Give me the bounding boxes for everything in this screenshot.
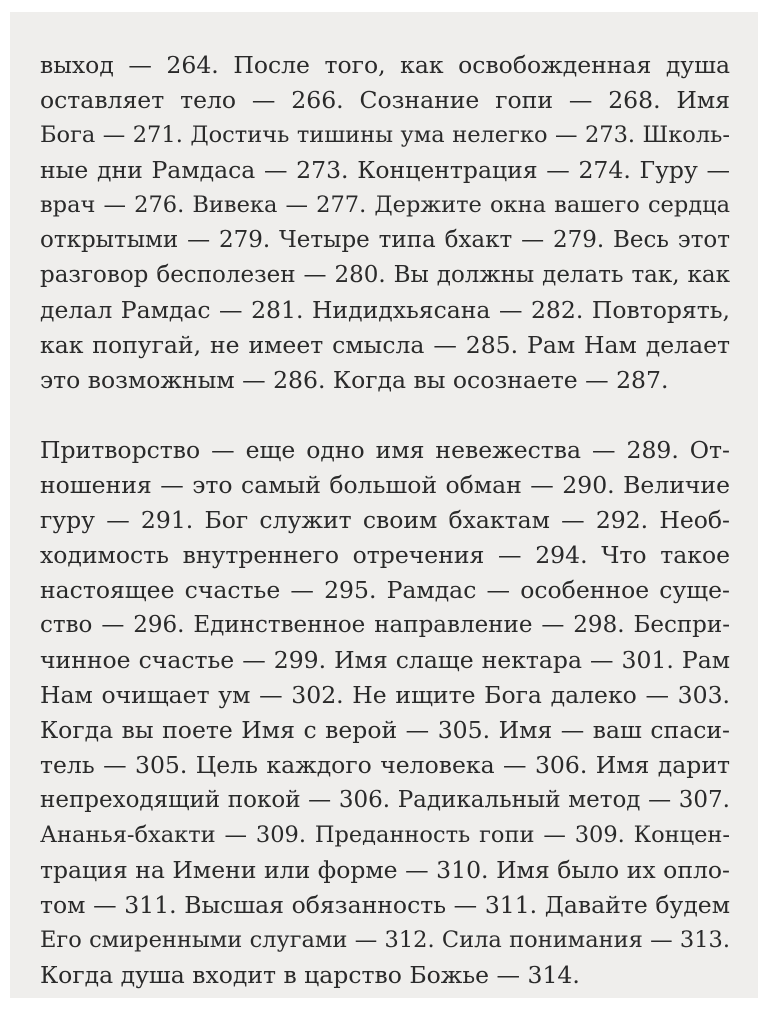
text-line: настоящее счастье — 295. Рамдас — особенное суще- xyxy=(40,576,730,604)
text-line: это возможным — 286. Когда вы осознаете — 287. xyxy=(40,366,669,394)
text-line: Бога — 271. Достичь тишины ума нелегко — 273. Школь- xyxy=(40,122,730,148)
text-line: ходимость внутреннего отречения — 294. Что такое xyxy=(40,541,730,569)
text-line: ношения — это самый большой обман — 290. Величие xyxy=(40,471,730,499)
text-line: Ананья-бхакти — 309. Преданность гопи — 309. Концен- xyxy=(40,822,730,848)
text-line: делал Рамдас — 281. Нидидхьясана — 282. Повторять, xyxy=(40,296,730,324)
text-line: открытыми — 279. Четыре типа бхакт — 279. Весь этот xyxy=(40,227,730,253)
text-line: выход — 264. После того, как освобожденная душа xyxy=(40,51,730,79)
text-line: Когда вы поете Имя с верой — 305. Имя — ваш спаси- xyxy=(40,716,730,744)
text-line: разговор бесполезен — 280. Вы должны делать так, как xyxy=(40,262,730,288)
text-line: ные дни Рамдаса — 273. Концентрация — 274. Гуру — xyxy=(40,156,730,184)
text-line: Когда душа входит в царство Божье — 314. xyxy=(40,961,580,989)
text-line: Нам очищает ум — 302. Не ищите Бога далеко — 303. xyxy=(40,681,730,709)
text-line: непреходящий покой — 306. Радикальный метод — 307. xyxy=(40,787,730,813)
paragraph-2 xyxy=(40,433,730,993)
text-line: Притворство — еще одно имя невежества — 289. От- xyxy=(40,436,730,464)
page-sheet xyxy=(10,12,758,998)
text-line: тель — 305. Цель каждого человека — 306. Имя дарит xyxy=(40,751,730,779)
paragraph-1 xyxy=(40,48,730,398)
text-line: ство — 296. Единственное направление — 298. Беспри- xyxy=(40,612,730,638)
text-line: как попугай, не имеет смысла — 285. Рам Нам делает xyxy=(40,331,730,359)
text-line: оставляет тело — 266. Сознание гопи — 268. Имя xyxy=(40,86,730,114)
text-line: Его смиренными слугами — 312. Сила понимания — 313. xyxy=(40,927,730,953)
text-line: том — 311. Высшая обязанность — 311. Давайте будем xyxy=(40,891,730,919)
paragraph-gap xyxy=(40,398,730,433)
text-line: чинное счастье — 299. Имя слаще нектара — 301. Рам xyxy=(40,646,730,674)
text-line: врач — 276. Вивека — 277. Держите окна вашего сердца xyxy=(40,192,730,218)
text-line: трация на Имени или форме — 310. Имя было их опло- xyxy=(40,856,730,884)
text-line: гуру — 291. Бог служит своим бхактам — 292. Необ- xyxy=(40,506,730,534)
